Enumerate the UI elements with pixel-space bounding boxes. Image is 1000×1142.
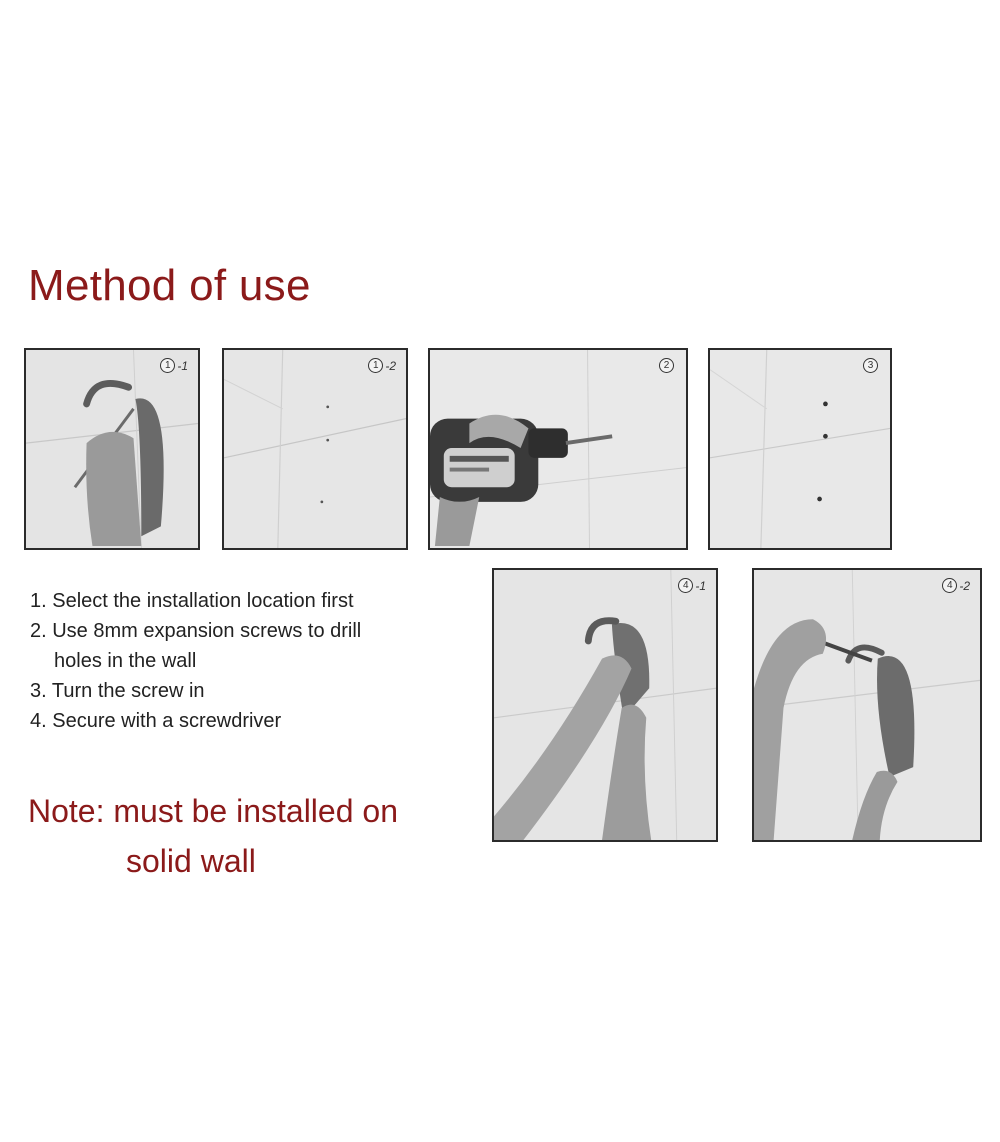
note-line-2: solid wall xyxy=(126,843,256,879)
step-number-icon: 1 xyxy=(368,358,383,373)
list-item: 3. Turn the screw in xyxy=(30,680,205,702)
step-image-1-2 xyxy=(222,348,408,550)
list-item: 1. Select the installation location first xyxy=(30,590,354,612)
step-number-icon: 4 xyxy=(942,578,957,593)
step-badge: 1 -2 xyxy=(368,358,396,373)
drilling-wall-illustration xyxy=(430,350,686,548)
step-badge xyxy=(659,358,676,373)
hook-held-on-wall-illustration xyxy=(26,350,198,548)
page-title: Method of use xyxy=(28,261,311,311)
step-number-icon: 1 xyxy=(160,358,175,373)
step-image-3 xyxy=(708,348,892,550)
step-number-icon: 3 xyxy=(863,358,878,373)
inserting-screw-illustration xyxy=(494,570,716,840)
drilled-holes-illustration xyxy=(710,350,890,548)
step-badge: 4 -1 xyxy=(678,578,706,593)
marked-wall-illustration xyxy=(224,350,406,548)
instruction-list xyxy=(30,586,361,736)
step-image-4-1 xyxy=(492,568,718,842)
installation-note xyxy=(28,786,398,886)
step-badge xyxy=(863,358,880,373)
step-badge: 4 -2 xyxy=(942,578,970,593)
note-line-1: Note: must be installed on xyxy=(28,793,398,829)
step-image-1-1 xyxy=(24,348,200,550)
screwdriver-tightening-illustration xyxy=(754,570,980,840)
step-number-icon: 2 xyxy=(659,358,674,373)
step-badge: 1 -1 xyxy=(160,358,188,373)
step-image-4-2 xyxy=(752,568,982,842)
step-image-2 xyxy=(428,348,688,550)
step-number-icon: 4 xyxy=(678,578,693,593)
list-item: holes in the wall xyxy=(54,650,197,672)
list-item: 4. Secure with a screwdriver xyxy=(30,710,282,732)
list-item: 2. Use 8mm expansion screws to drill xyxy=(30,620,362,642)
